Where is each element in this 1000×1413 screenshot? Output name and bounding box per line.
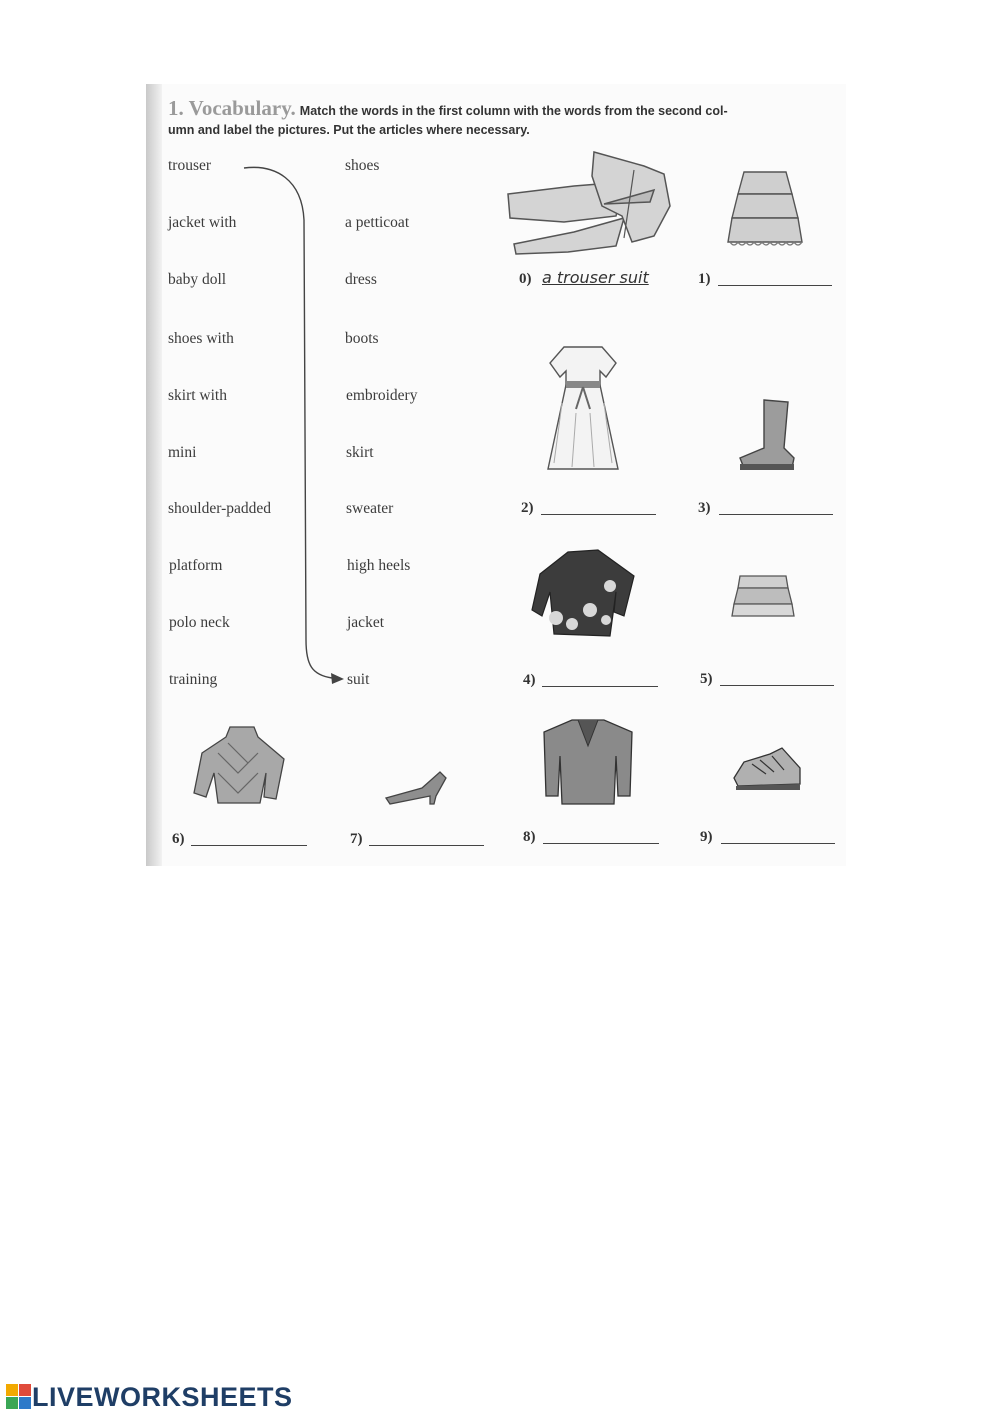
exercise-instruction-2: umn and label the pictures. Put the articles where necessary. (168, 123, 530, 137)
matching-arrow (236, 160, 356, 692)
petticoat-skirt-icon (726, 168, 804, 252)
col2-word-6: skirt (346, 444, 374, 461)
footer-logo[interactable] (6, 1382, 293, 1412)
picture-label-4: 4) (523, 672, 536, 688)
exercise-instruction-1: Match the words in the first column with the words from the second col- (299, 104, 728, 118)
answer-0: a trouser suit (542, 268, 649, 287)
answer-blank-1[interactable] (718, 285, 832, 286)
platform-boot-icon (736, 396, 798, 474)
col1-word-8: platform (169, 557, 223, 574)
shoulder-padded-jacket-icon (538, 716, 638, 808)
col1-word-5: skirt with (168, 387, 227, 404)
col1-word-3: baby doll (168, 271, 227, 288)
picture-label-7: 7) (350, 831, 363, 847)
answer-blank-4[interactable] (542, 686, 658, 687)
col2-word-5: embroidery (346, 387, 418, 404)
col1-word-4: shoes with (168, 330, 234, 347)
scan-binding-shadow (146, 84, 162, 866)
col2-word-7: sweater (346, 500, 394, 517)
high-heel-shoe-icon (382, 768, 452, 806)
col1-word-9: polo neck (169, 614, 230, 631)
col1-word-7: shoulder-padded (168, 500, 271, 517)
answer-blank-2[interactable] (541, 514, 656, 515)
picture-label-9: 9) (700, 829, 713, 845)
col1-word-1: trouser (168, 157, 212, 174)
picture-label-3: 3) (698, 500, 711, 516)
col1-word-2: jacket with (168, 214, 237, 231)
col2-word-9: jacket (347, 614, 385, 631)
baby-doll-dress-icon (542, 343, 624, 475)
col2-word-2: a petticoat (345, 214, 410, 231)
col2-word-3: dress (345, 271, 377, 288)
answer-blank-5[interactable] (720, 685, 834, 686)
embroidered-jacket-icon (528, 546, 640, 640)
liveworksheets-logo-icon (6, 1384, 32, 1410)
answer-blank-7[interactable] (369, 845, 484, 846)
picture-label-5: 5) (700, 671, 713, 687)
polo-neck-sweater-icon (188, 723, 292, 807)
answer-blank-6[interactable] (191, 845, 307, 846)
exercise-header (168, 96, 838, 137)
picture-label-6: 6) (172, 831, 185, 847)
picture-label-0: 0) (519, 271, 532, 287)
mini-skirt-icon (730, 572, 796, 624)
answer-blank-3[interactable] (719, 514, 833, 515)
col1-word-6: mini (168, 444, 197, 461)
picture-label-8: 8) (523, 829, 536, 845)
brand-name: LIVEWORKSHEETS (32, 1381, 293, 1412)
col2-word-10: suit (347, 671, 370, 688)
col2-word-1: shoes (345, 157, 380, 174)
trouser-suit-icon (504, 146, 674, 258)
col2-word-8: high heels (347, 557, 411, 574)
training-shoe-icon (730, 744, 804, 794)
answer-blank-9[interactable] (721, 843, 835, 844)
answer-blank-8[interactable] (543, 843, 659, 844)
col1-word-10: training (169, 671, 218, 688)
col2-word-4: boots (345, 330, 379, 347)
exercise-title: 1. Vocabulary. (168, 96, 296, 120)
picture-label-2: 2) (521, 500, 534, 516)
picture-label-1: 1) (698, 271, 711, 287)
